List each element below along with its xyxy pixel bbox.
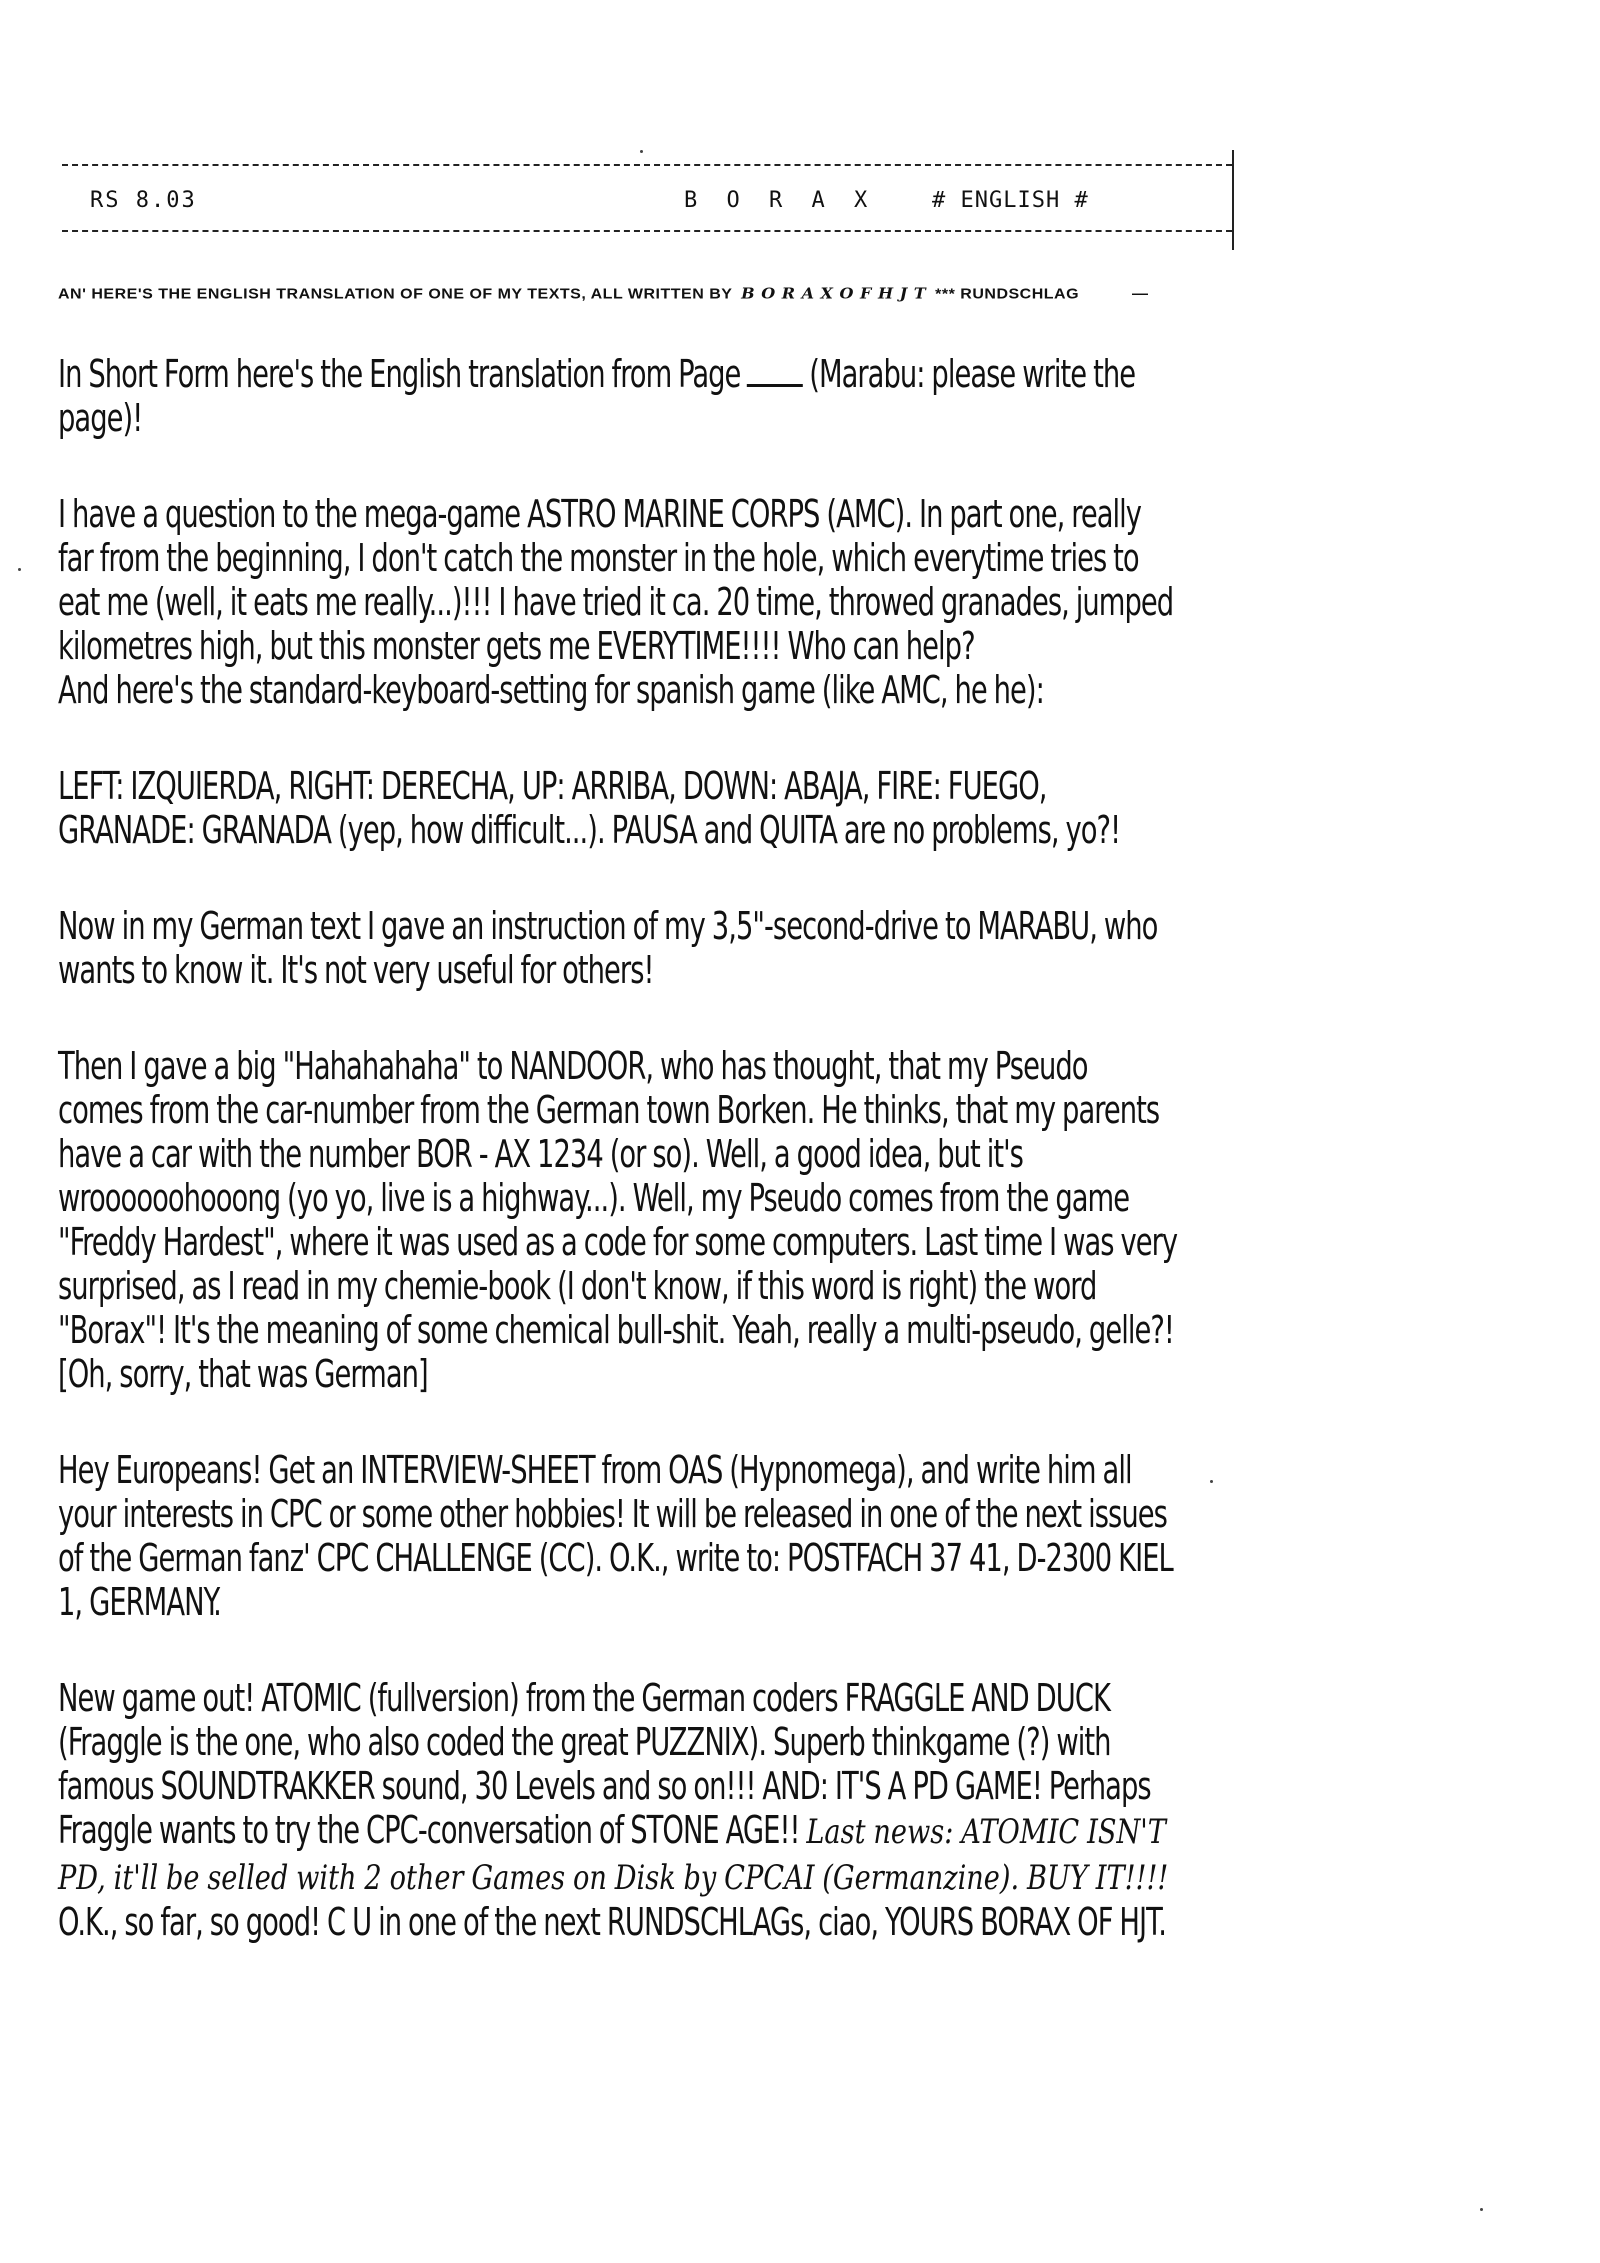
paragraph-keyboard [58,764,1178,852]
header-top-rule [62,164,1232,166]
atomic-text: New game out! ATOMIC (fullversion) from the German coders FRAGGLE AND DUCK (Fraggle is the one, who also coded the great PUZZNIX). Superb thinkgame (?) with famous SOUNDTRAKKER sound, 30 Levels and so on!!! AND: IT'S A PD GAME! Perhaps Fraggle wants to try the CPC-conversation of STONE AGE!! [58,1676,1151,1852]
scan-speck [18,568,21,571]
intro-note: (Marabu: please write the page)! [58,352,1136,440]
header-bottom-rule [62,230,1232,232]
paragraph-atomic [58,1676,1178,1900]
paragraph-keyboard-intro [58,668,1178,712]
paragraph-drive [58,904,1178,992]
byline-dash: — [1132,285,1149,303]
drive-text: Now in my German text I gave an instruction of my 3,5"-second-drive to MARABU, who wants to know it. It's not very useful for others! [58,904,1158,992]
header-right-rule [1232,150,1234,250]
header-box [62,150,1232,232]
paragraph-amc [58,492,1178,668]
paragraph-interview [58,1448,1178,1624]
byline [58,284,1378,303]
closing-text: O.K., so far, so good! C U in one of the next RUNDSCHLAGs, ciao, YOURS BORAX OF HJT. [58,1900,1166,1944]
keyboard-setting: LEFT: IZQUIERDA, RIGHT: DERECHA, UP: ARRIBA, DOWN: ABAJA, FIRE: FUEGO, GRANADE: GRANADA (yep, how difficult...). PAUSA and QUITA are no problems, yo?! [58,764,1121,852]
keyboard-intro: And here's the standard-keyboard-setting for spanish game (like AMC, he he): [58,668,1044,712]
pseudo-text: Then I gave a big "Hahahahaha" to NANDOOR, who has thought, that my Pseudo comes from the car-number from the German town Borken. He thinks, that my parents have a car with the number BOR - AX 1234 (or so). Well, a good idea, but it's wroooooohooong (yo yo, live is a highway...). Well, my Pseudo comes from the game "Freddy Hardest", where it was used as a code for some computers. Last time I was very surprised, as I read in my chemie-book (I don't know, if this word is right) the word "Borax"! It's the meaning of some chemical bull-shit. Yeah, really a multi-pseudo, gelle?! [Oh, sorry, that was German] [58,1044,1178,1396]
author-header: B O R A X [684,188,876,213]
amc-question: I have a question to the mega-game ASTRO MARINE CORPS (AMC). In part one, really far from the beginning, I don't catch the monster in the hole, which everytime tries to eat me (well, it eats me really...)!!! I have tried it ca. 20 time, throwed granades, jumped kilometres high, but this monster gets me EVERYTIME!!!! Who can help? [58,492,1174,668]
issue-number: RS 8.03 [90,188,197,213]
paragraph-pseudo [58,1044,1178,1396]
paragraph-closing [58,1900,1178,1944]
paragraph-intro [58,352,1178,440]
intro-text: In Short Form here's the English translation from Page [58,352,741,396]
handwritten-note: Last news: ATOMIC ISN'T PD, it'll be selled with 2 other Games on Disk by CPCAI (Germanzine). BUY IT!!!! [58,1812,1169,1898]
language-tag: # ENGLISH # [932,188,1089,213]
article-body [58,352,1178,1996]
byline-author: B O R A X O F H J T [741,284,927,303]
byline-suffix: *** RUNDSCHLAG [935,285,1080,303]
scan-speck [1480,2208,1483,2211]
scan-speck [1210,1480,1213,1483]
interview-text: Hey Europeans! Get an INTERVIEW-SHEET from OAS (Hypnomega), and write him all your interests in CPC or some other hobbies! It will be released in one of the next issues of the German fanz' CPC CHALLENGE (CC). O.K., write to: POSTFACH 37 41, D-2300 KIEL 1, GERMANY. [58,1448,1173,1624]
scan-speck [640,150,643,153]
byline-text: AN' HERE'S THE ENGLISH TRANSLATION OF ONE OF MY TEXTS, ALL WRITTEN BY [58,285,733,303]
page-blank [747,356,803,387]
